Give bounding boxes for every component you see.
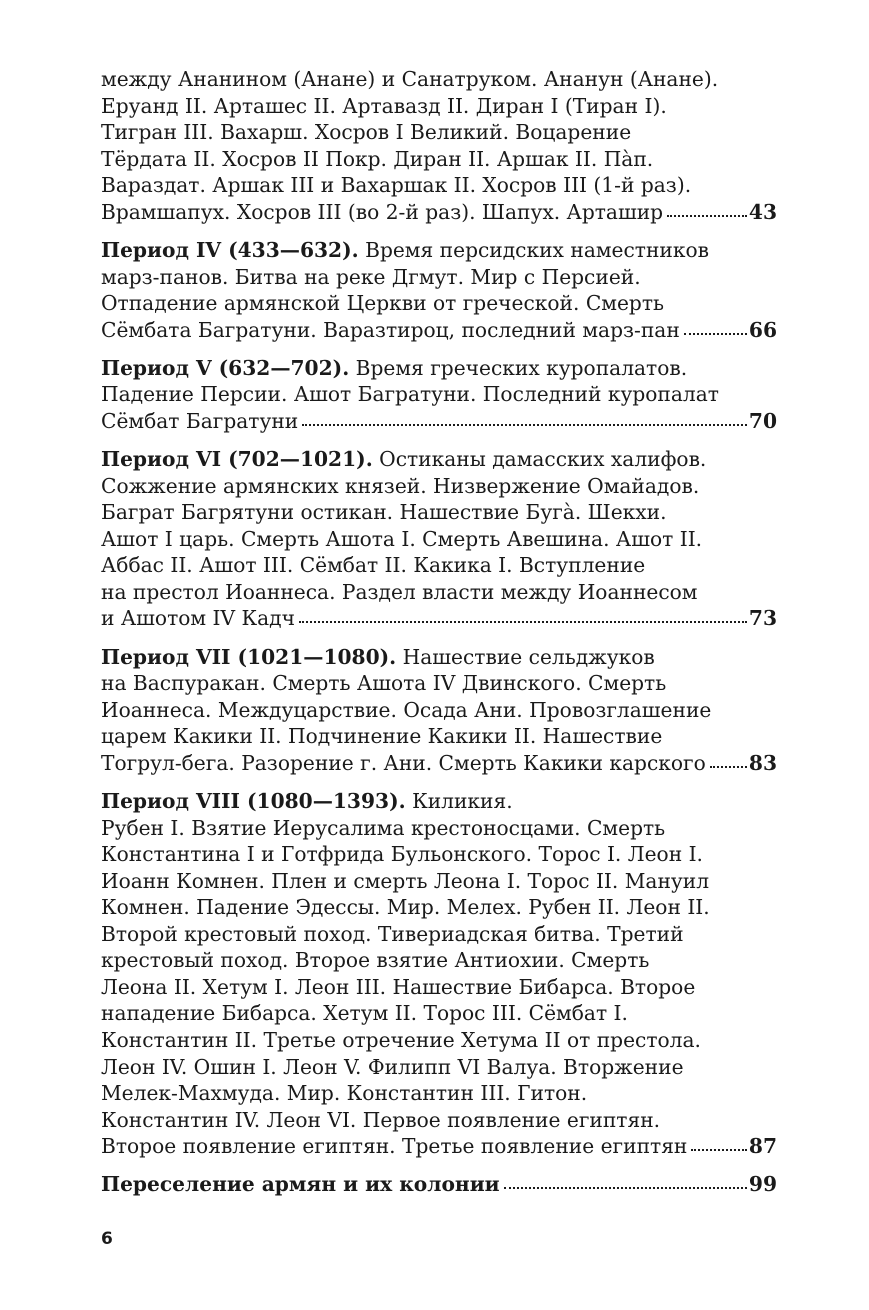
- toc-line: Аббас II. Ашот III. Сёмбат II. Какика I. Вступление: [101, 553, 646, 578]
- toc-line-with-page[interactable]: [101, 1171, 777, 1198]
- page-number[interactable]: 70: [748, 408, 777, 433]
- table-of-contents: [101, 66, 777, 1210]
- toc-line: марз-панов. Битва на реке Дгмут. Мир с Персией.: [101, 264, 641, 289]
- dot-leader: [710, 765, 747, 768]
- toc-line: Отпадение армянской Церкви от греческой. Смерть: [101, 291, 665, 316]
- toc-line: Константин IV. Леон VI. Первое появление египтян.: [101, 1107, 661, 1132]
- toc-line: Баграт Багрятуни остикан. Нашествие Бугà. Шекхи.: [101, 500, 667, 525]
- dot-leader: [667, 214, 747, 217]
- toc-line-with-page[interactable]: Сёмбата Багратуни. Варазтироц, последний марз-пан 66: [101, 317, 777, 342]
- period-heading: Период VI (702—1021).: [101, 447, 373, 472]
- toc-line: царем Какики II. Подчинение Какики II. Нашествие: [101, 724, 663, 749]
- toc-line-with-page[interactable]: Второе появление египтян. Третье появление египтян 87: [101, 1134, 777, 1159]
- toc-line: Комнен. Падение Эдессы. Мир. Мелех. Рубен II. Леон II.: [101, 895, 710, 920]
- toc-line: нападение Бибарса. Хетум II. Торос III. Сёмбат I.: [101, 1001, 628, 1026]
- toc-line: Период VIII (1080—1393). Киликия.: [101, 789, 513, 814]
- toc-line: на престол Иоаннеса. Раздел власти между Иоаннесом: [101, 579, 698, 604]
- folio-page-number: 6: [101, 1229, 113, 1249]
- toc-entry-resettlement: [101, 1171, 777, 1198]
- toc-entry-period-7: [101, 644, 777, 777]
- toc-entry-period-8: [101, 788, 777, 1160]
- toc-line: Период V (632—702). Время греческих куропалатов.: [101, 355, 688, 380]
- period-heading: Период VIII (1080—1393).: [101, 789, 406, 814]
- page-number[interactable]: 43: [748, 199, 777, 224]
- toc-line: Сожжение армянских князей. Низвержение Омайадов.: [101, 473, 700, 498]
- dot-leader: [302, 423, 747, 426]
- toc-line: Вараздат. Аршак III и Вахаршак II. Хосров III (1-й раз).: [101, 173, 692, 198]
- toc-entry-period-3-continued: [101, 66, 777, 225]
- toc-line: Ашот I царь. Смерть Ашота I. Смерть Авешина. Ашот II.: [101, 526, 703, 551]
- toc-line: Тёрдата II. Хосров II Покр. Диран II. Аршак II. Пàп.: [101, 146, 654, 171]
- toc-entry-period-4: [101, 237, 777, 343]
- toc-line: Тигран III. Вахарш. Хосров I Великий. Воцарение: [101, 120, 632, 145]
- toc-line: Второй крестовый поход. Тивериадская битва. Третий: [101, 921, 684, 946]
- dot-leader: [299, 620, 747, 623]
- period-heading: Период VII (1021—1080).: [101, 644, 397, 669]
- toc-line-with-page[interactable]: и Ашотом IV Кадч 73: [101, 606, 777, 631]
- toc-line-with-page[interactable]: Сёмбат Багратуни 70: [101, 408, 777, 433]
- page-number[interactable]: 99: [748, 1172, 777, 1197]
- page-number[interactable]: 73: [748, 606, 777, 631]
- toc-line: Мелек-Махмуда. Мир. Константин III. Гитон.: [101, 1081, 588, 1106]
- toc-line: Период IV (433—632). Время персидских наместников: [101, 237, 710, 262]
- page-number[interactable]: 87: [748, 1134, 777, 1159]
- toc-line-with-page[interactable]: Врамшапух. Хосров III (во 2-й раз). Шапух. Арташир 43: [101, 199, 777, 224]
- toc-line: Период VI (702—1021). Остиканы дамасских халифов.: [101, 447, 707, 472]
- period-heading: Период IV (433—632).: [101, 237, 359, 262]
- toc-line: Рубен I. Взятие Иерусалима крестоносцами. Смерть: [101, 815, 666, 840]
- toc-line: Константина I и Готфрида Бульонского. Торос I. Леон I.: [101, 842, 703, 867]
- toc-line: на Васпуракан. Смерть Ашота IV Двинского. Смерть: [101, 671, 667, 696]
- toc-line: Иоаннеса. Междуцарствие. Осада Ани. Провозглашение: [101, 697, 712, 722]
- dot-leader: [504, 1186, 747, 1189]
- page-number[interactable]: 83: [748, 750, 777, 775]
- dot-leader: [684, 332, 747, 335]
- toc-line: Иоанн Комнен. Плен и смерть Леона I. Торос II. Мануил: [101, 868, 710, 893]
- toc-line: Еруанд II. Арташес II. Артавазд II. Диран I (Тиран I).: [101, 93, 667, 118]
- toc-line: Период VII (1021—1080). Нашествие сельджуков: [101, 644, 655, 669]
- section-heading: Переселение армян и их колонии: [101, 1172, 500, 1197]
- toc-line: Леон IV. Ошин I. Леон V. Филипп VI Валуа. Вторжение: [101, 1054, 684, 1079]
- toc-line-with-page[interactable]: Тогрул-бега. Разорение г. Ани. Смерть Какики карского 83: [101, 750, 777, 775]
- page-number[interactable]: 66: [748, 317, 777, 342]
- toc-line: крестовый поход. Второе взятие Антиохии. Смерть: [101, 948, 650, 973]
- toc-line: между Ананином (Анане) и Санатруком. Ананун (Анане).: [101, 67, 719, 91]
- toc-line: Леона II. Хетум I. Леон III. Нашествие Бибарса. Второе: [101, 974, 696, 999]
- period-heading: Период V (632—702).: [101, 355, 350, 380]
- toc-entry-period-6: [101, 446, 777, 632]
- toc-entry-period-5: [101, 355, 777, 435]
- dot-leader: [691, 1148, 747, 1151]
- toc-line: Константин II. Третье отречение Хетума II от престола.: [101, 1028, 701, 1053]
- toc-line: Падение Персии. Ашот Багратуни. Последний куропалат: [101, 382, 719, 407]
